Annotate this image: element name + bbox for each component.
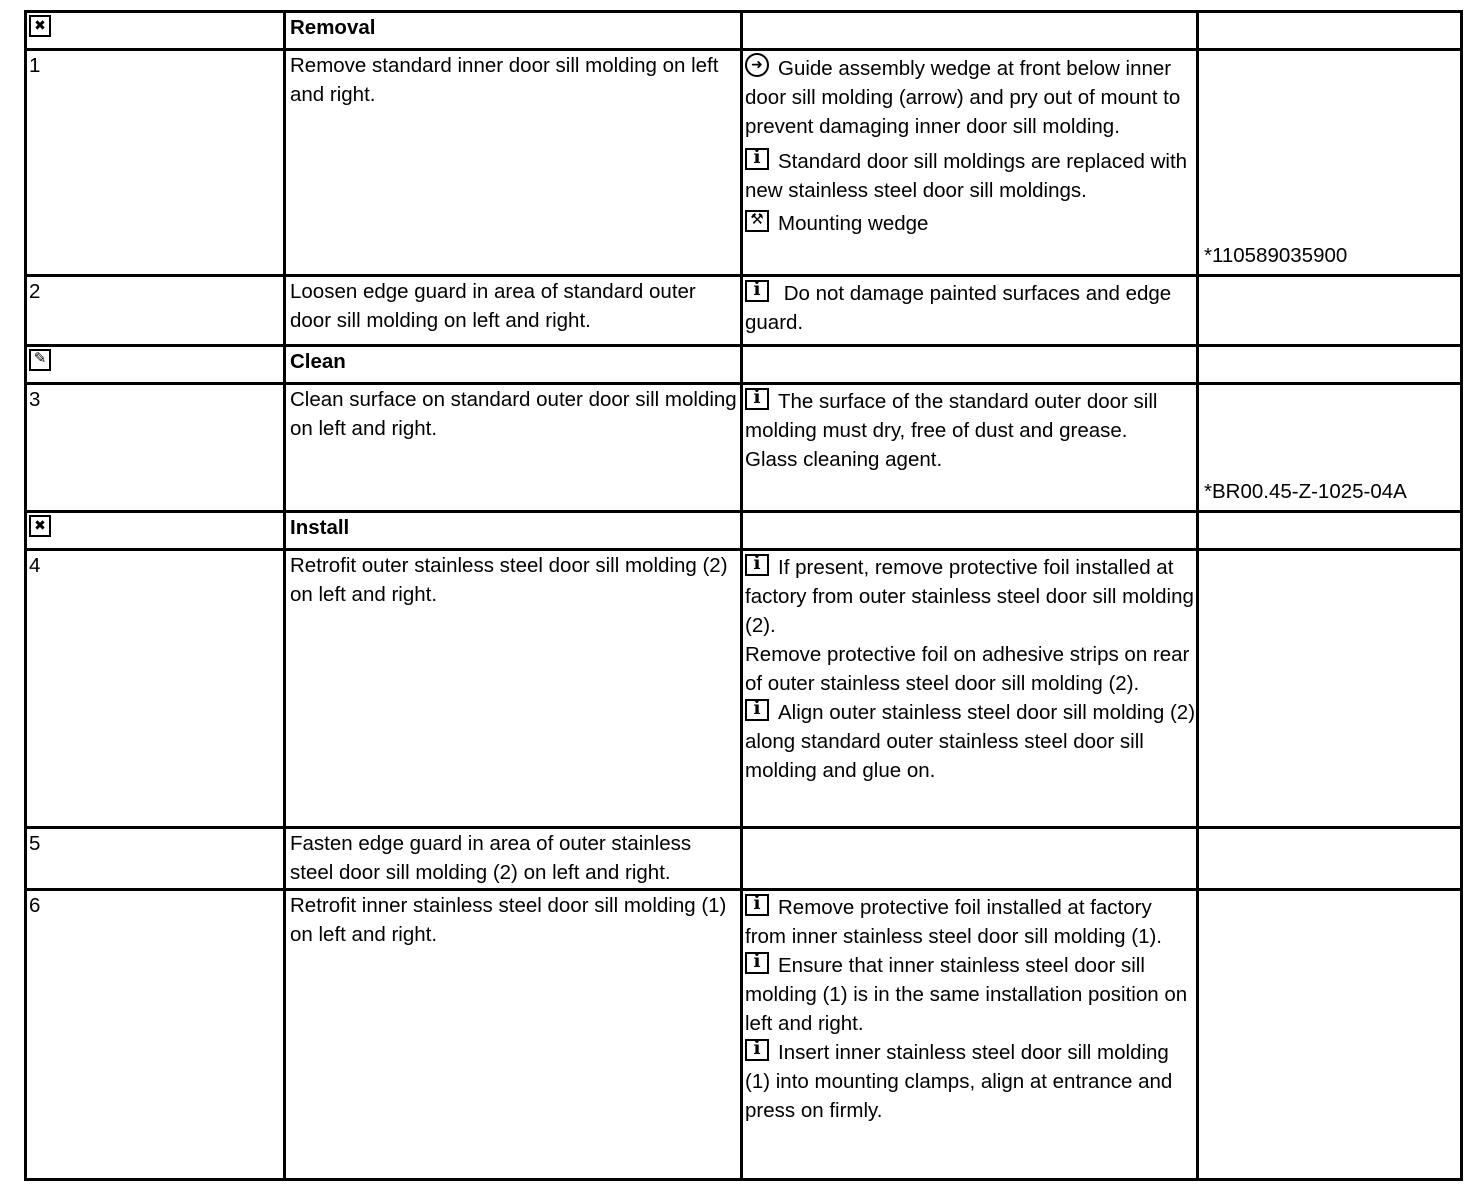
note: iEnsure that inner stainless steel door sill molding (1) is in the same installation position on left and right. — [745, 951, 1196, 1038]
info-icon — [745, 894, 769, 916]
part-number: *110589035900 — [1204, 244, 1348, 267]
step-row — [26, 550, 1462, 828]
step-number: 3 — [26, 384, 285, 512]
info-icon — [745, 952, 769, 974]
section-header-install — [26, 512, 1462, 550]
step-notes — [742, 828, 1198, 890]
section-icon-cell — [26, 346, 285, 384]
note: i Do not damage painted surfaces and edge guard. — [745, 279, 1196, 337]
info-icon — [745, 148, 769, 170]
note: ⚒Mounting wedge — [745, 209, 1196, 238]
step-notes — [742, 384, 1198, 512]
arrow-circle-icon — [745, 53, 769, 77]
info-icon — [745, 554, 769, 576]
note: Glass cleaning agent. — [745, 448, 943, 471]
section-title: Removal — [285, 12, 742, 50]
tool-icon — [745, 210, 769, 232]
note: Remove protective foil on adhesive strips on rear of outer stainless steel door sill molding (2). — [745, 643, 1190, 695]
step-text: Retrofit outer stainless steel door sill molding (2) on left and right. — [285, 550, 742, 828]
reference-cell — [1198, 384, 1462, 512]
step-number: 2 — [26, 276, 285, 346]
step-row — [26, 276, 1462, 346]
section-icon-cell — [26, 12, 285, 50]
step-text: Fasten edge guard in area of outer stainless steel door sill molding (2) on left and right. — [285, 828, 742, 890]
note: iAlign outer stainless steel door sill molding (2) along standard outer stainless steel door sill molding and glue on. — [745, 698, 1196, 785]
section-header-removal — [26, 12, 1462, 50]
step-number: 5 — [26, 828, 285, 890]
info-icon — [745, 1039, 769, 1061]
step-text: Clean surface on standard outer door sill molding on left and right. — [285, 384, 742, 512]
note: iThe surface of the standard outer door sill molding must dry, free of dust and grease. — [745, 387, 1196, 445]
note: iRemove protective foil installed at factory from inner stainless steel door sill molding (1). — [745, 893, 1196, 951]
section-title: Clean — [285, 346, 742, 384]
note: iInsert inner stainless steel door sill molding (1) into mounting clamps, align at entrance and press on firmly. — [745, 1038, 1196, 1125]
step-number: 4 — [26, 550, 285, 828]
step-text: Retrofit inner stainless steel door sill molding (1) on left and right. — [285, 890, 742, 1180]
note: ➜Guide assembly wedge at front below inner door sill molding (arrow) and pry out of mount to prevent damaging inner door sill molding. — [745, 53, 1196, 141]
step-notes — [742, 276, 1198, 346]
step-row — [26, 50, 1462, 276]
note: iStandard door sill moldings are replaced with new stainless steel door sill moldings. — [745, 147, 1196, 205]
step-number: 1 — [26, 50, 285, 276]
note: iIf present, remove protective foil installed at factory from outer stainless steel door sill molding (2). — [745, 553, 1196, 640]
section-header-clean — [26, 346, 1462, 384]
cleaning-icon — [29, 349, 51, 371]
step-notes — [742, 550, 1198, 828]
step-text: Remove standard inner door sill molding on left and right. — [285, 50, 742, 276]
info-icon — [745, 699, 769, 721]
work-instruction-sheet — [24, 10, 1460, 1180]
step-row — [26, 828, 1462, 890]
reference-cell — [1198, 50, 1462, 276]
info-icon — [745, 388, 769, 410]
step-notes — [742, 890, 1198, 1180]
document-reference: *BR00.45-Z-1025-04A — [1204, 480, 1407, 503]
expand-arrows-icon — [29, 515, 51, 537]
procedure-table — [24, 10, 1463, 1181]
info-icon — [745, 280, 769, 302]
step-row — [26, 384, 1462, 512]
section-title: Install — [285, 512, 742, 550]
step-text: Loosen edge guard in area of standard outer door sill molding on left and right. — [285, 276, 742, 346]
expand-arrows-icon — [29, 15, 51, 37]
step-notes — [742, 50, 1198, 276]
step-number: 6 — [26, 890, 285, 1180]
section-icon-cell — [26, 512, 285, 550]
step-row — [26, 890, 1462, 1180]
